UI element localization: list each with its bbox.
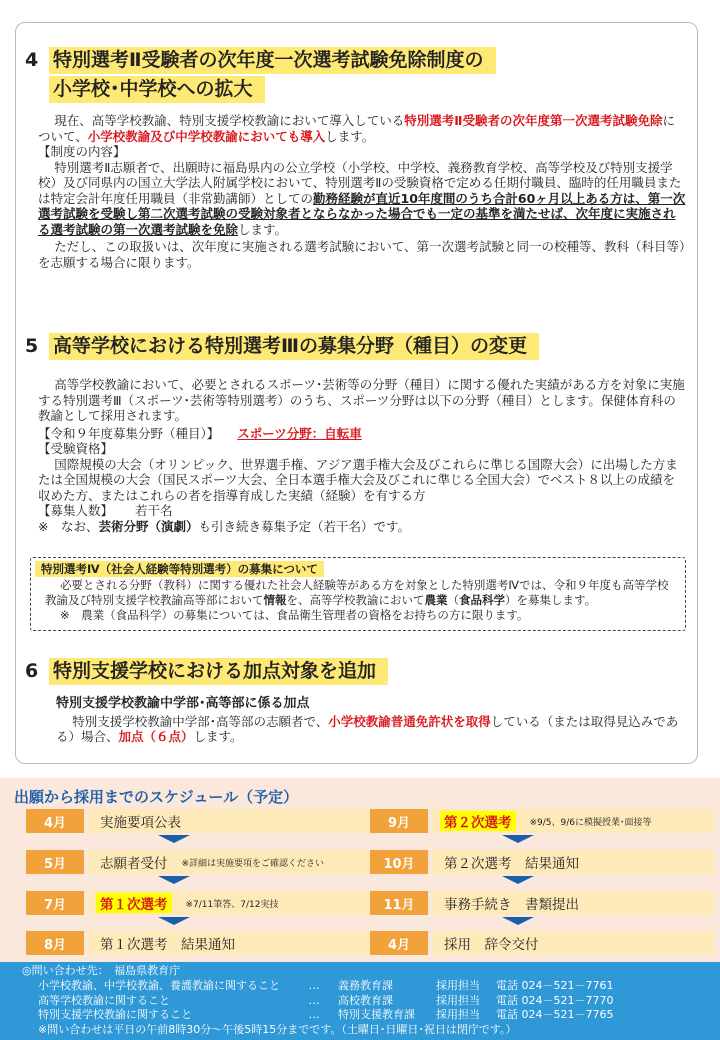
section-4-intro: 現在、高等学校教諭、特別支援学校教諭において導入している特別選考Ⅱ受験者の次年度第一次選考試験免除について、小学校教諭及び中学校教諭においても導入します。 (38, 113, 676, 144)
schedule-row (26, 891, 370, 915)
section-6-text: 特別支援学校教諭中学部･高等部の志願者で、小学校教諭普通免許状を取得している（または取得見込みである）場合、加点（６点）します。 (56, 713, 679, 744)
schedule-task: 実施要項公表 (88, 809, 370, 833)
schedule-title: 出願から採用までのスケジュール（予定） (14, 788, 299, 806)
section-6-title: 特別支援学校における加点対象を追加 (49, 658, 388, 685)
section-4-number: 4 (25, 49, 39, 71)
schedule-task: 事務手続き 書類提出 (432, 891, 714, 915)
contact-footer (0, 962, 720, 1040)
schedule-row (370, 931, 714, 955)
schedule-task: 志願者受付 ※詳細は実施要項をご確認ください (88, 850, 370, 874)
down-arrow-icon (158, 835, 190, 843)
section-5-title: 高等学校における特別選考Ⅲの募集分野（種目）の変更 (49, 333, 539, 360)
schedule-task: 採用 辞令交付 (432, 931, 714, 955)
schedule-row (26, 850, 370, 874)
down-arrow-icon (502, 876, 534, 884)
schedule-month: 8月 (26, 931, 84, 955)
section-4-heading (25, 47, 496, 105)
contact-row: 特別支援学校教諭に関すること … 特別支援教育課 採用担当 電話 024－521－7765 (38, 1008, 614, 1022)
box-title: 特別選考Ⅳ（社会人経験等特別選考）の募集について (35, 561, 324, 577)
schedule-task: 第１次選考 ※7/11筆答、7/12実技 (88, 891, 370, 915)
section-5-label-qualification: 【受験資格】 (38, 441, 114, 456)
section-5-field-row: 【令和９年度募集分野（種目）】 スポーツ分野：自転車 (38, 425, 362, 441)
section-6-heading (25, 658, 388, 687)
schedule-month: 7月 (26, 891, 84, 915)
box-body: 必要とされる分野（教科）に関する優れた社会人経験等がある方を対象とした特別選考Ⅳでは、令和９年度も高等学校教諭及び特別支援学校教諭高等部において情報を、高等学校教諭において農業（食品科学）を募集します。 ※ 農業（食品科学）の募集については、食品衛生管理者の資格をお持ちの方に限ります。 (31, 577, 685, 623)
schedule-task: 第２次選考 ※9/5、9/6に模擬授業･面接等 (432, 809, 714, 833)
down-arrow-icon (158, 876, 190, 884)
contact-heading: ◎問い合わせ先： 福島県教育庁 (22, 964, 181, 977)
section-5-number: 5 (25, 335, 39, 357)
schedule-month: 4月 (26, 809, 84, 833)
section-4-detail: 特別選考Ⅱ志願者で、出願時に福島県内の公立学校（小学校、中学校、義務教育学校、高等学校及び特別支援学校）及び同県内の国立大学法人附属学校において、特別選考Ⅱの受験資格で定める任期付職員、臨時的任用職員または特定会計年度任用職員（非常勤講師）としての勤務経験が直近10年度間のうち合計60ヶ月以上ある方は、第一次選考試験を受験し第二次選考試験の受験対象者とならなかった場合でも一定の基準を満たせば、次年度に実施される選考試験の第一次選考試験を免除します。 (38, 159, 686, 237)
section-5-note: ※ なお、芸術分野（演劇）も引き続き募集予定（若干名）です。 (38, 518, 411, 534)
schedule-row (370, 850, 714, 874)
box-note: ※ 農業（食品科学）の募集については、食品衛生管理者の資格をお持ちの方に限ります。 (59, 608, 529, 622)
section-5-heading (25, 333, 539, 362)
contact-hours-note: ※問い合わせは平日の午前8時30分～午後5時15分までです。（土曜日･日曜日･祝日は閉庁です。） (38, 1023, 517, 1037)
section-4-body (38, 113, 686, 270)
schedule-month: 5月 (26, 850, 84, 874)
special-selection-4-box (30, 557, 686, 631)
section-4-label: 【制度の内容】 (38, 144, 126, 159)
section-6-number: 6 (25, 660, 39, 682)
section-5-field: スポーツ分野：自転車 (237, 425, 362, 441)
schedule-row (26, 931, 370, 955)
schedule-month: 10月 (370, 850, 428, 874)
section-5-body (38, 377, 686, 534)
section-6-body (56, 696, 686, 745)
section-6-subtitle: 特別支援学校教諭中学部･高等部に係る加点 (56, 696, 310, 711)
down-arrow-icon (158, 917, 190, 925)
contact-row: 小学校教諭、中学校教諭、養護教諭に関すること … 義務教育課 採用担当 電話 024－521－7761 (38, 978, 614, 992)
section-4-note: ただし、この取扱いは、次年度に実施される選考試験において、第一次選考試験と同一の校種等、教科（科目等）を志願する場合に限ります。 (38, 239, 686, 270)
schedule-row (370, 891, 714, 915)
section-5-qualification: 国際規模の大会（オリンピック、世界選手権、アジア選手権大会及びこれらに準じる国際大会）に出場した方または全国規模の大会（国民スポーツ大会、全日本選手権大会及びこれに準じる全国大会）でベスト８以上の成績を収めた方、またはこれらの者を指導育成した実績（経験）を有する方 (38, 456, 678, 503)
schedule-task: 第２次選考 結果通知 (432, 850, 714, 874)
section-5-count-row: 【募集人数】 若干名 (38, 503, 173, 518)
schedule-month: 9月 (370, 809, 428, 833)
section-4-title-line1: 特別選考Ⅱ受験者の次年度一次選考試験免除制度の (49, 47, 496, 74)
schedule-month: 4月 (370, 931, 428, 955)
schedule-month: 11月 (370, 891, 428, 915)
schedule-row (26, 809, 370, 833)
section-4-title-line2: 小学校･中学校への拡大 (49, 76, 265, 103)
down-arrow-icon (502, 835, 534, 843)
contact-row: 高等学校教諭に関すること … 高校教育課 採用担当 電話 024－521－7770 (38, 993, 614, 1007)
schedule-panel (0, 778, 720, 962)
down-arrow-icon (502, 917, 534, 925)
schedule-task: 第１次選考 結果通知 (88, 931, 370, 955)
schedule-row (370, 809, 714, 833)
section-5-intro: 高等学校教諭において、必要とされるスポーツ･芸術等の分野（種目）に関する優れた実績がある方を対象に実施する特別選考Ⅲ（スポーツ･芸術等特別選考）のうち、スポーツ分野は以下の分野（種目）とします。保健体育科の教諭として採用されます。 (38, 377, 685, 423)
